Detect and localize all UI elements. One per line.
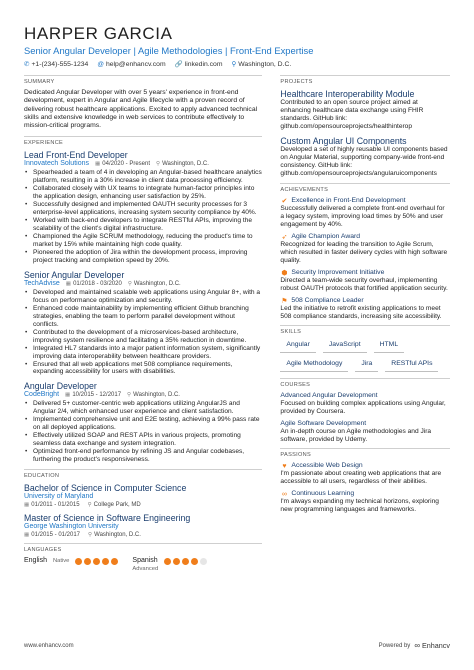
- education-location-text: College Park, MD: [93, 502, 141, 509]
- location-pin-icon: ⚲: [88, 532, 93, 539]
- project-entry: [280, 89, 450, 131]
- education-meta: [24, 531, 262, 539]
- job-location: [127, 391, 180, 399]
- proficiency-dot: [164, 558, 171, 565]
- school-name: George Washington University: [24, 523, 119, 531]
- calendar-icon: ▦: [95, 161, 101, 168]
- achievement-entry: [280, 233, 450, 265]
- job-dates-text: 04/2020 - Present: [102, 161, 150, 168]
- bullet-item: • Pioneered the adoption of Jira within the development process, improving project tracking and completion speed by 20%.: [24, 249, 262, 265]
- job-location-text: Washington, D.C.: [162, 161, 209, 168]
- right-column: [280, 75, 450, 573]
- achievements-list: [280, 197, 450, 321]
- skill-tag: Agile Methodology: [280, 358, 348, 372]
- powered-by: [379, 641, 450, 650]
- project-title: Healthcare Interoperability Module: [280, 89, 415, 99]
- section-title-summary: SUMMARY: [24, 75, 262, 86]
- passion-title: Accessible Web Design: [291, 462, 363, 469]
- course-title: Advanced Angular Development: [280, 392, 378, 399]
- shield-icon: ⬢: [281, 270, 288, 277]
- section-title-projects: PROJECTS: [280, 75, 450, 86]
- language-level: Advanced: [132, 566, 159, 573]
- contact-text: +1-(234)-555-1234: [31, 61, 89, 68]
- course-description: Focused on building complex applications using Angular, provided by Coursera.: [280, 400, 446, 415]
- achievement-description: Successfully delivered a complete front-end overhaul for a legacy system, improving load times by 50% and user engagement by 40%.: [280, 205, 445, 228]
- education-meta: [24, 501, 262, 509]
- contact-item[interactable]: [24, 60, 88, 69]
- passion-head: [280, 490, 450, 498]
- proficiency-dot: [84, 558, 91, 565]
- calendar-icon: ▦: [24, 502, 30, 509]
- check-icon: ✔: [281, 198, 288, 205]
- contact-row: [24, 60, 450, 69]
- project-entry: [280, 136, 450, 178]
- proficiency-dot: [102, 558, 109, 565]
- proficiency-dot: [173, 558, 180, 565]
- brand-logo: [414, 641, 450, 650]
- bullet-item: • Collaborated closely with UX teams to integrate human-factor principles into the application design, enhancing user satisfaction by 25%.: [24, 185, 262, 201]
- passion-description: I'm always expanding my technical horizons, exploring new programming languages and frameworks.: [280, 498, 439, 513]
- section-title-education: EDUCATION: [24, 469, 262, 480]
- section-title-experience: EXPERIENCE: [24, 136, 262, 147]
- course-title: Agile Software Development: [280, 420, 367, 427]
- flag-icon: ⚑: [281, 298, 288, 305]
- course-entry: [280, 392, 450, 416]
- phone-icon: ✆: [24, 61, 30, 68]
- passion-entry: [280, 490, 450, 514]
- section-title-languages: LANGUAGES: [24, 543, 262, 554]
- courses-list: [280, 392, 450, 444]
- education-dates: [24, 501, 80, 509]
- proficiency-dot: [200, 558, 207, 565]
- at-icon: @: [97, 61, 104, 68]
- link-icon: 🔗: [174, 61, 183, 68]
- project-description: Developed a set of highly reusable UI components based on Angular Material, supporting company-wide front-end consistency. GitHub link: github.com/opensourceprojects/angularuicomponents: [280, 146, 448, 177]
- achievement-description: Recognized for leading the transition to Agile Scrum, which resulted in faster delivery cycles with high software quality.: [280, 241, 448, 264]
- projects-list: [280, 89, 450, 178]
- project-title: Custom Angular UI Components: [280, 136, 407, 146]
- section-title-skills: SKILLS: [280, 325, 450, 336]
- degree-title: Master of Science in Software Engineering: [24, 513, 191, 524]
- achievement-title: Security Improvement Initiative: [291, 269, 385, 276]
- job-location: [156, 160, 209, 168]
- summary-text: Dedicated Angular Developer with over 5 years' experience in front-end development, expert in Angular and Agile lifecycle with a proven record of delivering robust healthcare applications. Excited to apply advanced technical skills and extensive knowledge in web services to contribute effectively to mission-critical programs.: [24, 89, 258, 130]
- job-location: [128, 280, 181, 288]
- page-footer: [24, 641, 450, 650]
- experience-list: [24, 150, 262, 464]
- achievement-description: Directed a team-wide security overhaul, implementing robust OAUTH protocols that fortified application security.: [280, 277, 448, 292]
- skill-tag: HTML: [374, 339, 405, 353]
- job-company: Innovatech Solutions: [24, 160, 89, 168]
- bullet-item: • Implemented comprehensive unit and E2E testing, achieving a 99% pass rate on all deployed applications.: [24, 416, 262, 432]
- proficiency-dot: [182, 558, 189, 565]
- proficiency-dots: [164, 558, 207, 565]
- bullet-item: • Successfully designed and implemented OAUTH security processes for 3 enterprise-level applications, increasing system security compliance by 40%.: [24, 201, 262, 217]
- contact-text: linkedin.com: [184, 61, 223, 68]
- location-pin-icon: ⚲: [87, 502, 92, 509]
- language-entry: [24, 557, 118, 565]
- passion-description: I'm passionate about creating web applications that are accessible to all users, regardless of their abilities.: [280, 470, 442, 485]
- headline: Senior Angular Developer | Agile Methodologies | Front-End Expertise: [24, 45, 314, 56]
- job-bullets: [24, 400, 262, 464]
- contact-item[interactable]: [175, 60, 223, 69]
- achievement-entry: [280, 297, 450, 321]
- language-name: Spanish: [132, 557, 158, 565]
- bullet-item: • Effectively utilized SOAP and REST APIs in various projects, promoting seamless data exchange and system integration.: [24, 432, 262, 448]
- school-name: University of Maryland: [24, 493, 94, 501]
- contact-item[interactable]: [97, 60, 165, 69]
- job-location-text: Washington, D.C.: [133, 392, 180, 399]
- language-entry: [132, 557, 207, 573]
- contact-text: Washington, D.C.: [238, 61, 292, 68]
- bullet-item: • Optimized front-end performance by refining JS and Angular codebases, furthering the product's responsiveness.: [24, 448, 262, 464]
- calendar-icon: ▦: [65, 280, 72, 287]
- rocket-icon: ➶: [281, 234, 288, 241]
- location-pin-icon: ⚲: [127, 392, 132, 399]
- heart-icon: ♥: [282, 462, 287, 470]
- job-company: CodeBright: [24, 391, 60, 399]
- job-dates: [65, 391, 121, 399]
- skills-list: [280, 339, 450, 372]
- footer-url[interactable]: www.enhancv.com: [24, 642, 74, 649]
- bullet-item: • Worked with back-end developers to integrate RESTful APIs, improving the scalability of the client's digital infrastructure.: [24, 217, 262, 233]
- job-entry: [24, 150, 262, 264]
- calendar-icon: ▦: [65, 392, 71, 399]
- bullet-item: • Championed the Agile SCRUM methodology, reducing the product's time to market by 15% while maintaining high code quality.: [24, 233, 262, 249]
- achievement-head: [280, 269, 450, 277]
- left-column: [24, 75, 262, 573]
- passion-head: [280, 462, 450, 470]
- passion-title: Continuous Learning: [291, 490, 355, 497]
- education-entry: [24, 483, 262, 509]
- job-company-line: [24, 280, 262, 288]
- language-name: English: [24, 557, 47, 565]
- proficiency-dot: [93, 558, 100, 565]
- job-bullets: [24, 169, 262, 264]
- skill-tag: Jira: [355, 358, 378, 372]
- job-entry: [24, 381, 262, 464]
- job-title: Angular Developer: [24, 381, 97, 392]
- achievement-head: [280, 297, 450, 305]
- section-title-passions: PASSIONS: [280, 448, 450, 459]
- section-title-achievements: ACHIEVEMENTS: [280, 183, 450, 194]
- education-list: [24, 483, 262, 539]
- skill-tag: Angular: [280, 339, 315, 353]
- bullet-item: • Enhanced code maintainability by implementing efficient Github branching strategies, enabling the team to perform parallel development without conflicts.: [24, 305, 262, 329]
- location-pin-icon: ⚲: [231, 61, 237, 68]
- job-company-line: [24, 160, 262, 168]
- education-dates: [24, 531, 80, 539]
- passions-list: [280, 462, 450, 514]
- education-location-text: Washington, D.C.: [94, 532, 141, 539]
- powered-by-label: Powered by: [378, 642, 411, 649]
- project-description: Contributed to an open source project aimed at enhancing healthcare data exchange using FHIR standards. GitHub link: github.com/opensourceprojects/healthinterop: [280, 99, 424, 130]
- languages-list: [24, 557, 262, 573]
- calendar-icon: ▦: [24, 532, 30, 539]
- degree-title: Bachelor of Science in Computer Science: [24, 483, 187, 494]
- course-description: An in-depth course on Agile methodologies and Jira software, provided by Udemy.: [280, 428, 432, 443]
- bullet-item: • Spearheaded a team of 4 in developing an Angular-based healthcare analytics platform, resulting in a 30% increase in client data processing efficiency.: [24, 169, 262, 185]
- job-dates-text: 10/2015 - 12/2017: [72, 392, 122, 399]
- job-dates-text: 01/2018 - 03/2020: [73, 280, 122, 287]
- bullet-item: • Contributed to the development of a microservices-based architecture, improving system resilience and facilitating a 35% reduction in downtime.: [24, 329, 262, 345]
- job-title: Senior Angular Developer: [24, 269, 125, 280]
- proficiency-dot: [111, 558, 118, 565]
- achievement-entry: [280, 269, 450, 293]
- education-location: [88, 531, 141, 539]
- achievement-title: Agile Champion Award: [291, 233, 361, 240]
- skill-tag: JavaScript: [323, 339, 367, 353]
- job-entry: [24, 270, 262, 376]
- candidate-name: HARPER GARCIA: [24, 24, 173, 43]
- skill-tag: RESTful APIs: [385, 358, 438, 372]
- brand-name: Enhancv: [422, 641, 450, 650]
- education-dates-text: 01/2015 - 01/2017: [31, 532, 81, 539]
- enhancv-logo-icon: ∞: [414, 641, 421, 650]
- resume-header: [24, 24, 450, 69]
- job-dates: [66, 280, 122, 288]
- education-dates-text: 01/2011 - 01/2015: [31, 502, 80, 509]
- achievement-title: Excellence in Front-End Development: [291, 197, 406, 204]
- education-location: [88, 501, 141, 509]
- language-text: [132, 557, 158, 573]
- location-pin-icon: ⚲: [156, 161, 161, 168]
- proficiency-dot: [191, 558, 198, 565]
- achievement-head: [280, 233, 450, 241]
- achievement-head: [280, 197, 450, 205]
- bullet-item: • Integrated HL7 standards into a major patient information system, significantly improving data interoperability between healthcare providers.: [24, 345, 262, 361]
- contact-text: help@enhancv.com: [105, 61, 166, 68]
- job-bullets: [24, 289, 262, 376]
- language-level: Native: [52, 558, 70, 565]
- job-title: Lead Front-End Developer: [24, 150, 128, 161]
- achievement-description: Led the initiative to retrofit existing applications to meet 508 compliance standards, increasing site accessibility.: [280, 305, 442, 320]
- infinity-icon: ∞: [281, 490, 287, 498]
- passion-entry: [280, 462, 450, 486]
- location-pin-icon: ⚲: [127, 280, 132, 287]
- proficiency-dot: [75, 558, 82, 565]
- achievement-entry: [280, 197, 450, 229]
- section-title-courses: COURSES: [280, 378, 450, 389]
- job-company-line: [24, 391, 262, 399]
- proficiency-dots: [75, 558, 118, 565]
- contact-item[interactable]: [231, 60, 291, 69]
- bullet-item: • Developed and maintained scalable web applications using Angular 8+, with a focus on performance optimization and security.: [24, 289, 262, 305]
- bullet-item: • Ensured that all web applications met 508 compliance requirements, expanding accessibility for users with disabilities.: [24, 361, 262, 377]
- job-company: TechAdvise: [24, 279, 60, 287]
- job-location-text: Washington, D.C.: [133, 280, 181, 287]
- education-entry: [24, 513, 262, 539]
- job-dates: [95, 160, 150, 168]
- achievement-title: 508 Compliance Leader: [291, 297, 364, 304]
- course-entry: [280, 420, 450, 444]
- bullet-item: • Delivered 5+ customer-centric web applications utilizing AngularJS and Angular 2/4, which enhanced user experience and client satisfaction.: [24, 400, 262, 416]
